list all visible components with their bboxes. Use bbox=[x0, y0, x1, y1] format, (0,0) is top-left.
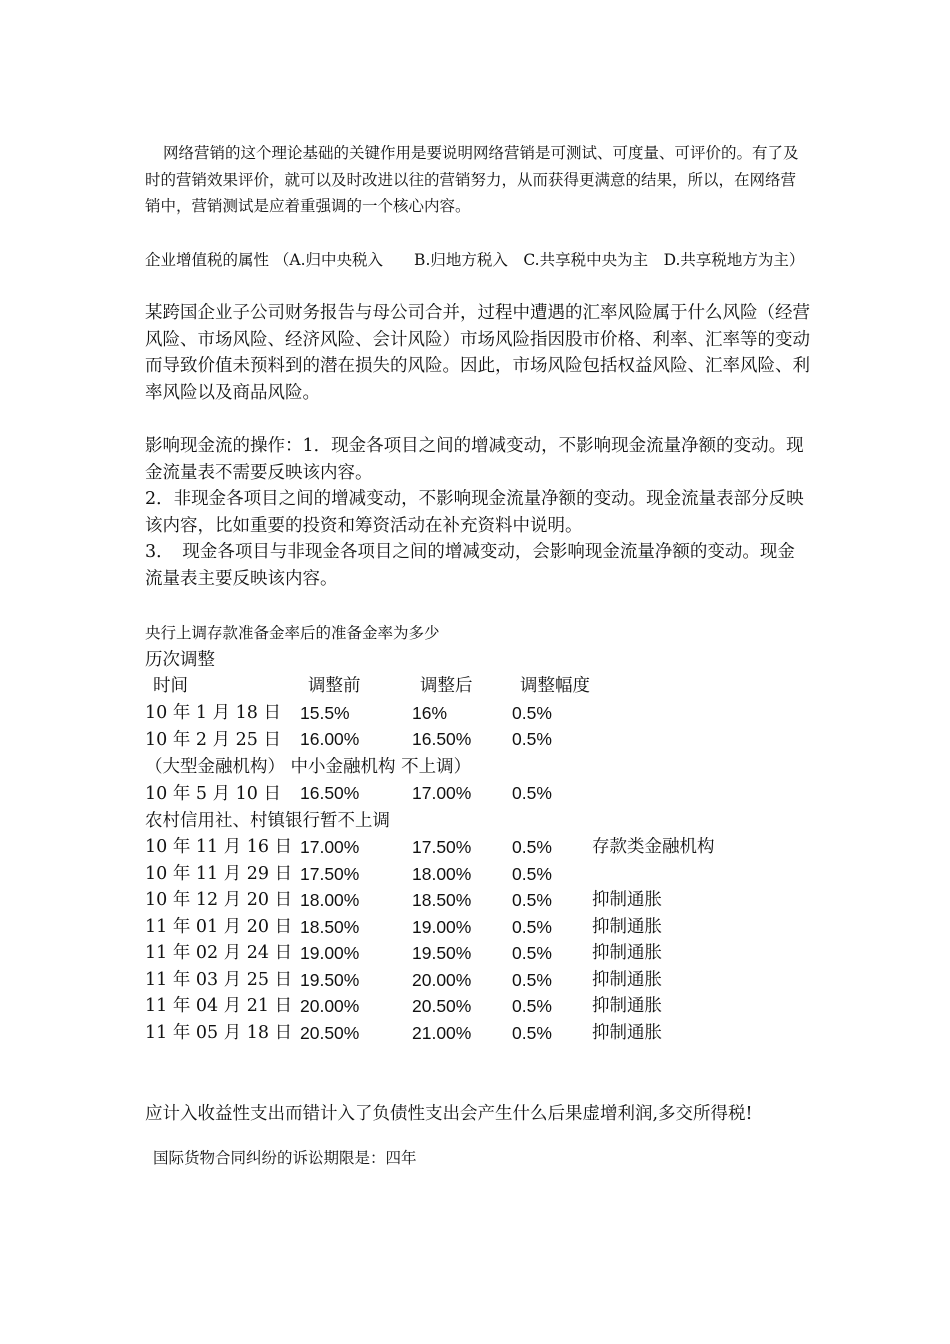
header-before: 调整前 bbox=[308, 676, 361, 696]
cell-delta: 0.5% bbox=[512, 837, 552, 857]
header-after: 调整后 bbox=[420, 676, 473, 696]
cell-after: 19.50% bbox=[412, 943, 472, 963]
cell-before: 19.00% bbox=[300, 943, 360, 963]
paragraph-vat-question: 企业增值税的属性 （A.归中央税入 B.归地方税入 C.共享税中央为主 D.共享税地方为主） bbox=[145, 250, 805, 269]
table-row bbox=[145, 861, 810, 888]
table-row bbox=[145, 887, 810, 914]
table-row bbox=[145, 780, 810, 834]
cell-delta: 0.5% bbox=[512, 996, 552, 1016]
cell-before: 16.00% bbox=[300, 729, 360, 749]
cell-date: 10 年 11 月 29 日 bbox=[145, 863, 293, 884]
table-title: 历次调整 bbox=[145, 649, 215, 670]
cell-before: 17.50% bbox=[300, 863, 360, 884]
cell-delta: 0.5% bbox=[512, 702, 552, 723]
cell-before: 18.50% bbox=[300, 916, 360, 937]
reserve-question: 央行上调存款准备金率后的准备金率为多少 bbox=[145, 624, 440, 642]
cell-date: 10 年 11 月 16 日 bbox=[145, 837, 293, 857]
paragraph-cashflow-3: 3． 现金各项目与非现金各项目之间的增减变动，会影响现金流量净额的变动。现金流量表主要反映该内容。 bbox=[145, 542, 795, 589]
cell-after: 16% bbox=[412, 702, 448, 723]
cell-note: 抑制通胀 bbox=[592, 943, 662, 963]
cell-after: 16.50% bbox=[412, 729, 472, 749]
table-row bbox=[145, 834, 810, 861]
cell-date: 11 年 05 月 18 日 bbox=[145, 1022, 293, 1043]
table-row bbox=[145, 967, 810, 994]
cell-before: 20.50% bbox=[300, 1022, 360, 1043]
cell-note: 抑制通胀 bbox=[592, 890, 662, 910]
paragraph-network-marketing: 网络营销的这个理论基础的关键作用是要说明网络营销是可测试、可度量、可评价的。有了及时的营销效果评价，就可以及时改进以往的营销努力，从而获得更满意的结果，所以，在网络营销中，营销测试是应着重强调的一个核心内容。 bbox=[145, 144, 799, 215]
cell-note: 抑制通胀 bbox=[592, 996, 662, 1016]
document-page bbox=[145, 140, 810, 1171]
cell-delta: 0.5% bbox=[512, 890, 552, 910]
table-row bbox=[145, 726, 810, 780]
cell-date: 10 年 12 月 20 日 bbox=[145, 890, 293, 910]
cell-delta: 0.5% bbox=[512, 943, 552, 963]
cell-date: 11 年 01 月 20 日 bbox=[145, 916, 293, 937]
cell-date: 11 年 04 月 21 日 bbox=[145, 996, 293, 1016]
cell-before: 17.00% bbox=[300, 837, 360, 857]
cell-note: 抑制通胀 bbox=[592, 1022, 662, 1043]
cell-after: 21.00% bbox=[412, 1022, 472, 1043]
cell-after: 20.00% bbox=[412, 969, 472, 990]
cell-date: 11 年 02 月 24 日 bbox=[145, 943, 293, 963]
table-row bbox=[145, 993, 810, 1020]
cell-date: 10 年 5 月 10 日 bbox=[145, 784, 281, 804]
cell-before: 16.50% bbox=[300, 783, 360, 803]
cell-delta: 0.5% bbox=[512, 783, 552, 803]
cell-delta: 0.5% bbox=[512, 916, 552, 937]
cell-date: 10 年 1 月 18 日 bbox=[145, 702, 281, 723]
cell-date: 10 年 2 月 25 日 bbox=[145, 730, 281, 750]
cell-note: （大型金融机构） 中小金融机构 不上调） bbox=[145, 756, 472, 777]
cell-note: 抑制通胀 bbox=[592, 969, 662, 990]
cell-before: 19.50% bbox=[300, 969, 360, 990]
cell-note: 存款类金融机构 bbox=[592, 837, 715, 857]
table-row bbox=[145, 1020, 810, 1047]
cell-before: 20.00% bbox=[300, 996, 360, 1016]
table-row bbox=[145, 914, 810, 941]
cell-after: 17.50% bbox=[412, 837, 472, 857]
cell-after: 19.00% bbox=[412, 916, 472, 937]
cell-note: 抑制通胀 bbox=[592, 916, 662, 937]
header-time: 时间 bbox=[153, 676, 188, 696]
paragraph-expense-question: 应计入收益性支出而错计入了负债性支出会产生什么后果虚增利润,多交所得税! bbox=[145, 1104, 753, 1124]
cell-before: 15.5% bbox=[300, 702, 350, 723]
cell-delta: 0.5% bbox=[512, 969, 552, 990]
cell-delta: 0.5% bbox=[512, 1022, 552, 1043]
paragraph-litigation-period: 国际货物合同纠纷的诉讼期限是：四年 bbox=[153, 1148, 417, 1167]
cell-after: 18.50% bbox=[412, 890, 472, 910]
table-row bbox=[145, 700, 810, 727]
table-header bbox=[145, 673, 810, 700]
cell-after: 18.00% bbox=[412, 863, 472, 884]
cell-before: 18.00% bbox=[300, 890, 360, 910]
paragraph-cashflow-1: 影响现金流的操作：1．现金各项目之间的增减变动，不影响现金流量净额的变动。现金流量表不需要反映该内容。 bbox=[145, 436, 804, 483]
paragraph-fx-risk: 某跨国企业子公司财务报告与母公司合并，过程中遭遇的汇率风险属于什么风险（经营风险、市场风险、经济风险、会计风险）市场风险指因股市价格、利率、汇率等的变动而导致价值未预料到的潜在损失的风险。因此，市场风险包括权益风险、汇率风险、利率风险以及商品风险。 bbox=[145, 303, 810, 403]
table-row bbox=[145, 940, 810, 967]
cell-after: 17.00% bbox=[412, 783, 472, 803]
cell-date: 11 年 03 月 25 日 bbox=[145, 969, 293, 990]
cell-note: 农村信用社、村镇银行暂不上调 bbox=[145, 810, 390, 831]
cell-after: 20.50% bbox=[412, 996, 472, 1016]
paragraph-cashflow-2: 2．非现金各项目之间的增减变动，不影响现金流量净额的变动。现金流量表部分反映该内容，比如重要的投资和筹资活动在补充资料中说明。 bbox=[145, 489, 804, 536]
cell-delta: 0.5% bbox=[512, 863, 552, 884]
header-delta: 调整幅度 bbox=[520, 676, 590, 696]
cell-delta: 0.5% bbox=[512, 729, 552, 749]
adjustment-table bbox=[145, 700, 810, 1047]
